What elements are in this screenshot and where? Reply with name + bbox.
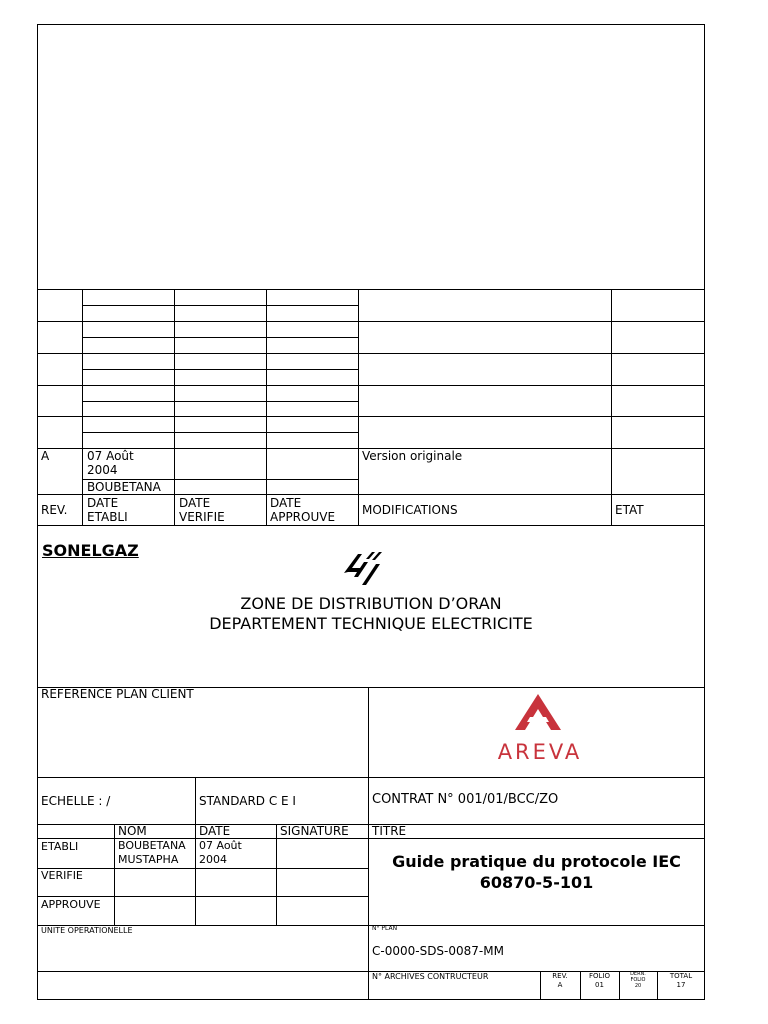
contrat-number: CONTRAT N° 001/01/BCC/ZO (372, 792, 559, 807)
folio-value: 01 (595, 981, 604, 989)
echelle-label: ECHELLE : / (41, 794, 111, 808)
rev-label: REV. (552, 972, 568, 980)
folio-label: FOLIO (588, 972, 610, 980)
plan-number: C-0000-SDS-0087-MM (372, 944, 504, 958)
standard-label: STANDARD C E I (199, 794, 296, 808)
sig-header-signature: SIGNATURE (280, 824, 349, 838)
zone-title: ZONE DE DISTRIBUTION D’ORAN (240, 594, 502, 613)
rev-a-modifications: Version originale (362, 449, 463, 463)
department-title: DEPARTEMENT TECHNIQUE ELECTRICITE (209, 614, 533, 633)
document-title-line-2: 60870-5-101 (479, 873, 594, 892)
rev-header-rev: REV. (41, 503, 68, 517)
plan-label: N° PLAN (372, 925, 398, 932)
total-value: 17 (676, 981, 686, 989)
rev-a-rev: A (41, 449, 50, 463)
verifie-label: VERIFIE (41, 869, 83, 882)
approuve-label: APPROUVE (41, 898, 101, 911)
archives-label: N° ARCHIVES CONTRUCTEUR (372, 972, 489, 981)
sig-header-date: DATE (199, 824, 231, 838)
rev-header-etat: ETAT (615, 503, 644, 517)
titre-label: TITRE (372, 824, 407, 838)
document-title-line-1: Guide pratique du protocole IEC (392, 852, 681, 871)
etabli-label: ETABLI (41, 840, 79, 853)
company-name: SONELGAZ (42, 541, 139, 560)
areva-logo-icon (513, 692, 563, 732)
etabli-nom-1: BOUBETANA (118, 839, 186, 852)
rev-table-top (37, 289, 705, 290)
reference-plan-client-label: REFERENCE PLAN CLIENT (41, 687, 194, 701)
etabli-nom-2: MUSTAPHA (118, 853, 179, 866)
total-label: TOTAL (669, 972, 693, 980)
rev-header-date-approuve: DATE APPROUVE (270, 496, 336, 524)
sig-header-nom: NOM (118, 824, 147, 838)
etabli-date-1: 07 Août (199, 839, 242, 852)
rev-header-date-etabli: DATE ETABLI (87, 496, 128, 524)
rev-header-modifications: MODIFICATIONS (362, 503, 458, 517)
areva-logo-text: AREVA (497, 740, 583, 764)
unite-operationelle-label: UNITE OPERATIONELLE (41, 926, 133, 935)
rev-a-etabli: BOUBETANA (87, 480, 161, 494)
etabli-date-2: 2004 (199, 853, 227, 866)
rev-header-date-verifie: DATE VERIFIE (179, 496, 225, 524)
dern-folio-label-2: FOLIO (630, 977, 646, 983)
dern-folio-label-1: DERN. (630, 971, 646, 977)
dern-folio-value: 20 (634, 983, 642, 989)
rev-a-date: 07 Août 2004 (87, 449, 134, 477)
rev-value: A (557, 981, 563, 989)
sonelgaz-logo-icon (342, 551, 384, 589)
